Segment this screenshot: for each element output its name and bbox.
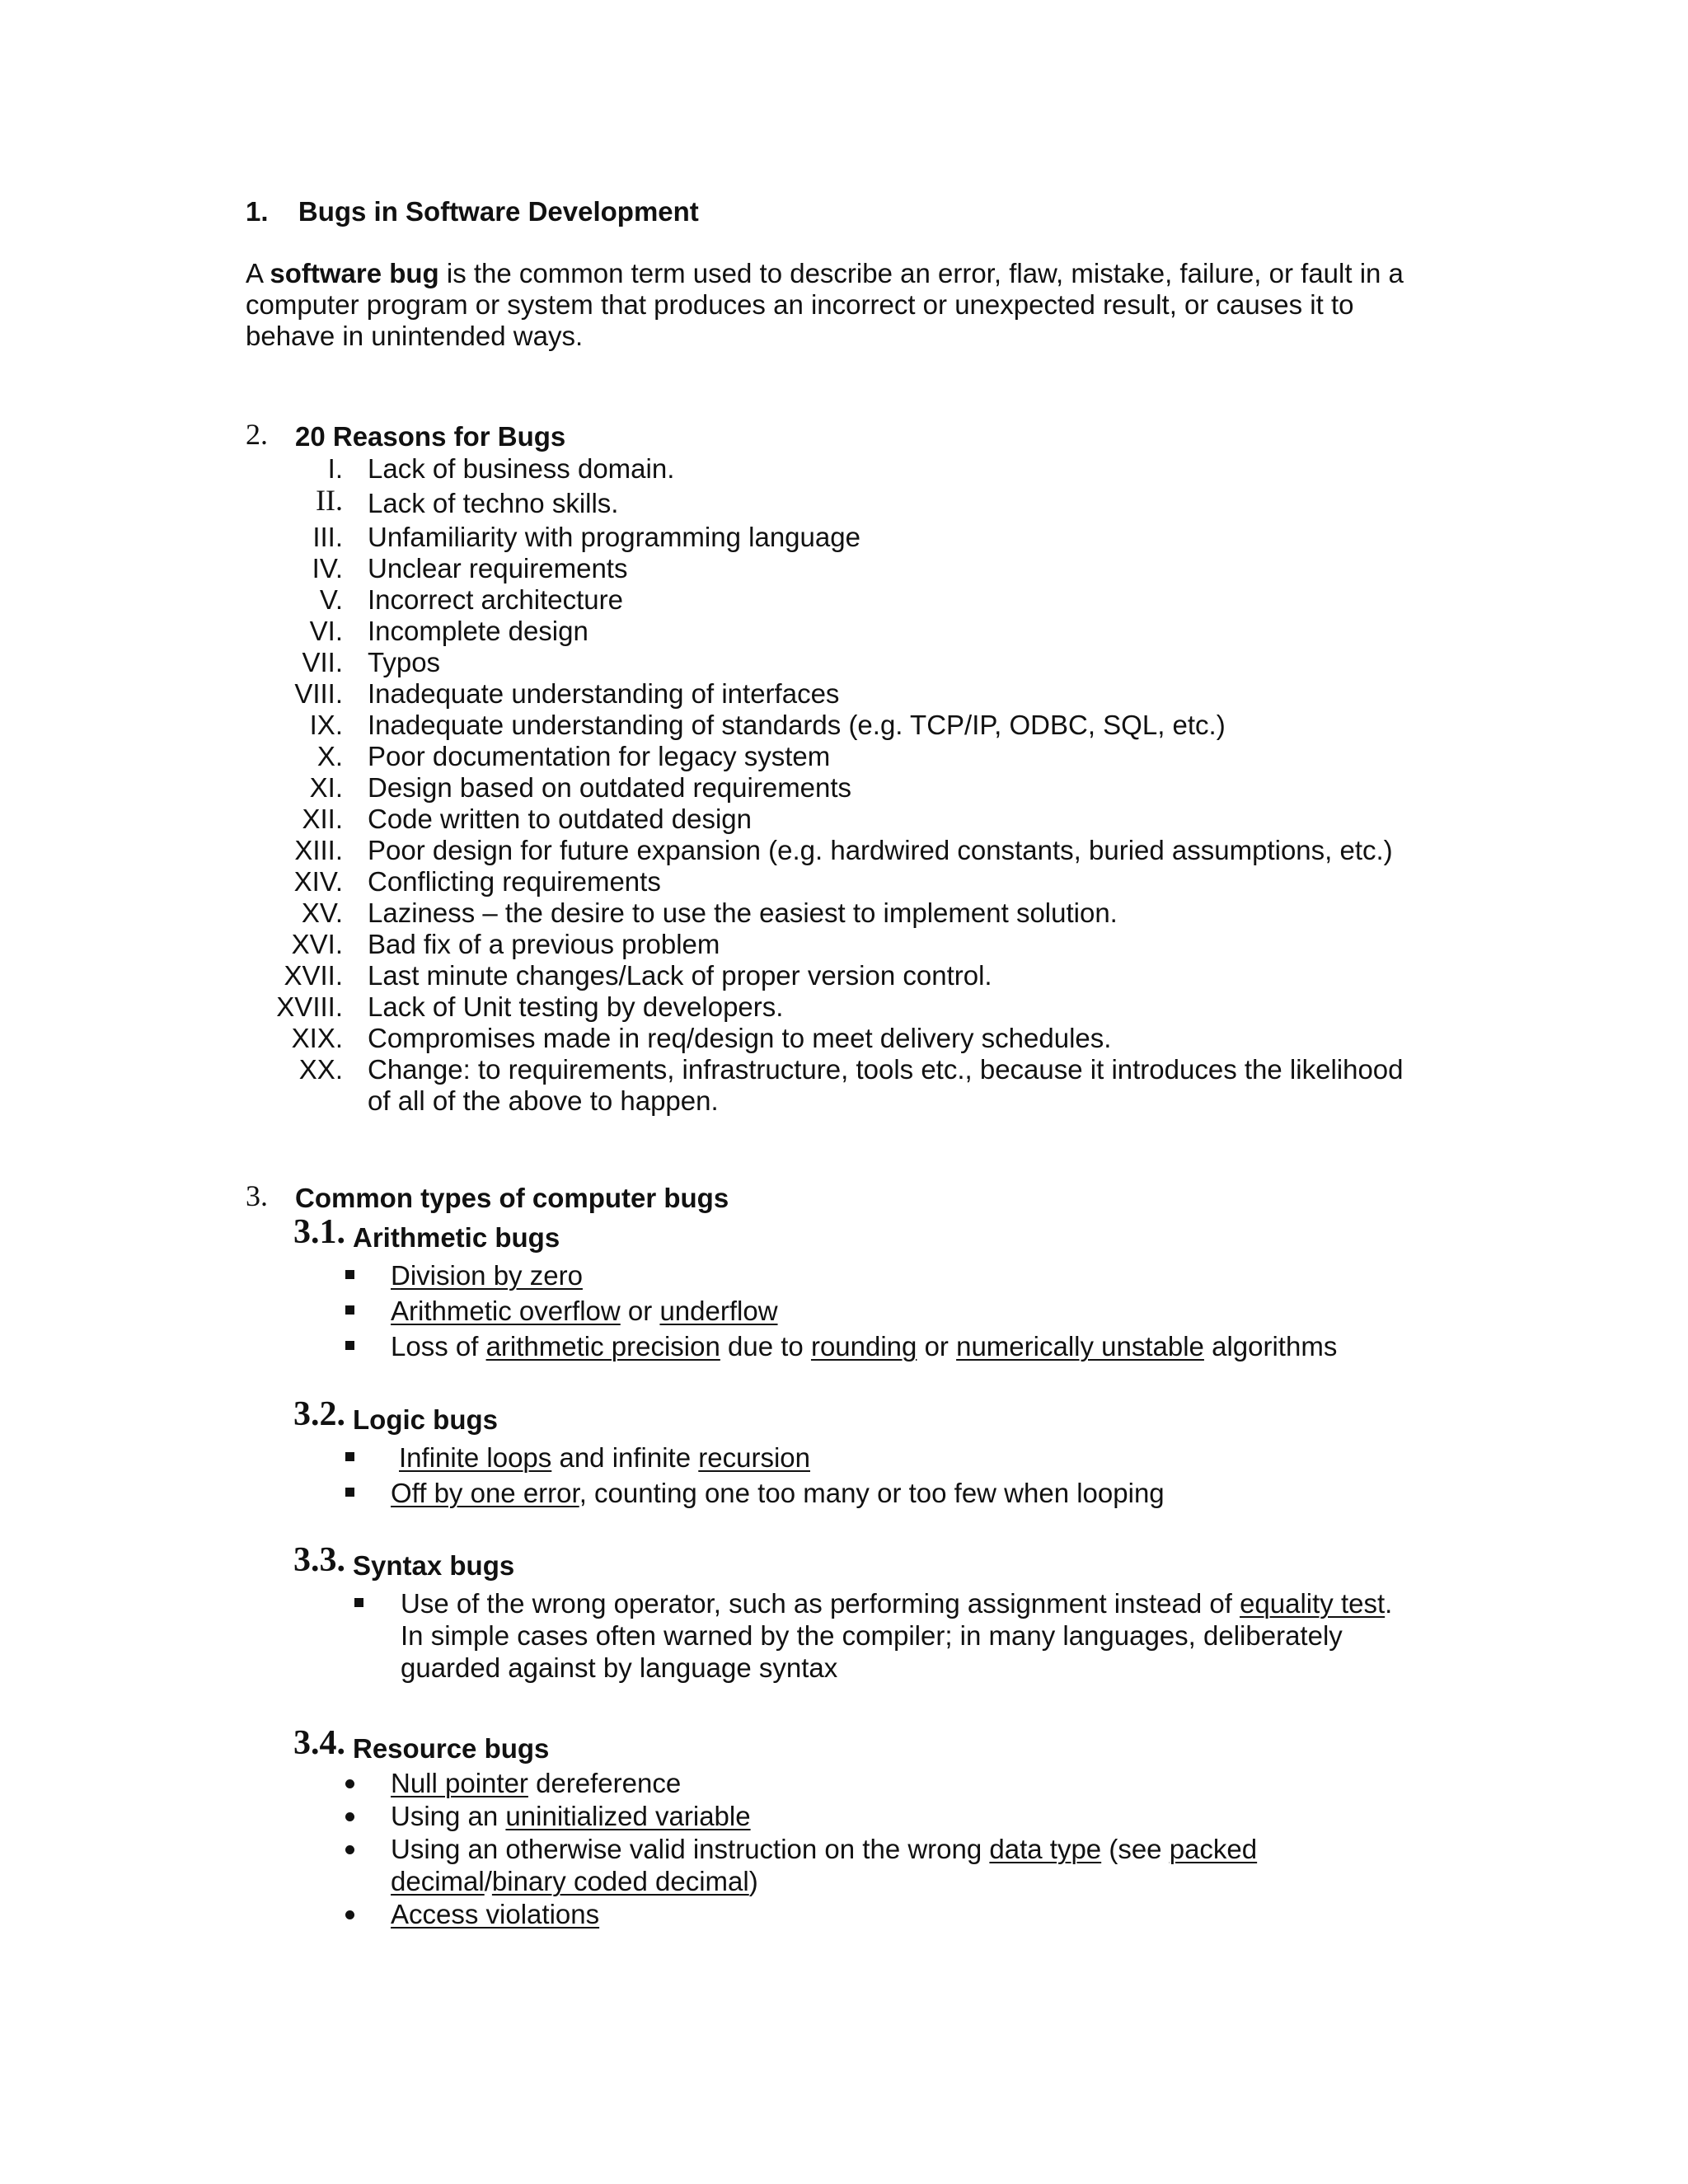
- link-uninitialized-variable[interactable]: uninitialized variable: [505, 1801, 751, 1831]
- round-bullet-icon: [345, 1779, 354, 1788]
- section-1-para-line-3: behave in unintended ways.: [246, 321, 584, 351]
- list-number: II.: [316, 484, 343, 517]
- square-bullet-icon: [345, 1341, 354, 1350]
- bullet-text: Using an otherwise valid instruction on the wrong data type (see packed: [391, 1834, 1258, 1864]
- subsection-3-3-title: Syntax bugs: [353, 1550, 515, 1581]
- link-access-violations[interactable]: Access violations: [391, 1899, 600, 1929]
- list-text: Lack of business domain.: [368, 453, 675, 484]
- bullet-text: Arithmetic overflow or underflow: [391, 1296, 778, 1326]
- section-1-number: 1.: [246, 196, 269, 227]
- list-number: X.: [316, 741, 343, 771]
- link-arithmetic-overflow[interactable]: Arithmetic overflow: [391, 1296, 621, 1326]
- bullet-text-continued: guarded against by language syntax: [401, 1652, 838, 1683]
- list-number: V.: [319, 584, 343, 615]
- list-number: VI.: [309, 616, 343, 646]
- list-text: Poor design for future expansion (e.g. hardwired constants, buried assumptions, etc.): [368, 835, 1393, 865]
- list-number: XVIII.: [276, 991, 343, 1022]
- link-arithmetic-precision[interactable]: arithmetic precision: [485, 1331, 720, 1361]
- bullet-text: Null pointer dereference: [391, 1768, 682, 1798]
- list-text: Last minute changes/Lack of proper version control.: [368, 960, 992, 991]
- list-text: Compromises made in req/design to meet delivery schedules.: [368, 1023, 1112, 1053]
- bullet-text-continued: decimal/binary coded decimal): [391, 1866, 758, 1896]
- subsection-3-4-title: Resource bugs: [353, 1733, 550, 1764]
- subsection-3-3-number: 3.3.: [293, 1541, 345, 1579]
- section-1-title: Bugs in Software Development: [298, 196, 699, 227]
- list-number: XII.: [302, 804, 343, 834]
- list-number: XIII.: [294, 835, 343, 865]
- list-text: Inadequate understanding of standards (e.g. TCP/IP, ODBC, SQL, etc.): [368, 710, 1226, 740]
- list-text: Poor documentation for legacy system: [368, 741, 831, 771]
- list-number: XIX.: [291, 1023, 343, 1053]
- square-bullet-icon: [354, 1598, 363, 1607]
- list-text: Laziness – the desire to use the easiest to implement solution.: [368, 898, 1118, 928]
- list-text: Unfamiliarity with programming language: [368, 522, 860, 552]
- list-number: VII.: [302, 647, 343, 677]
- list-text: Incomplete design: [368, 616, 588, 646]
- section-3-title: Common types of computer bugs: [295, 1183, 729, 1213]
- list-number: XIV.: [293, 866, 343, 897]
- list-number: IV.: [312, 553, 343, 583]
- subsection-3-2-title: Logic bugs: [353, 1404, 498, 1435]
- round-bullet-icon: [345, 1845, 354, 1854]
- list-number: XVI.: [291, 929, 343, 959]
- list-text: Lack of techno skills.: [368, 488, 619, 518]
- list-text: Change: to requirements, infrastructure, tools etc., because it introduces the likelihood: [368, 1054, 1404, 1085]
- list-text: Design based on outdated requirements: [368, 772, 852, 803]
- link-decimal[interactable]: decimal: [391, 1866, 485, 1896]
- link-numerically-unstable[interactable]: numerically unstable: [956, 1331, 1204, 1361]
- link-packed-decimal[interactable]: packed: [1169, 1834, 1258, 1864]
- list-text-continued: of all of the above to happen.: [368, 1085, 719, 1116]
- list-text: Unclear requirements: [368, 553, 628, 583]
- list-text: Typos: [368, 647, 441, 677]
- list-text: Lack of Unit testing by developers.: [368, 991, 784, 1022]
- subsection-3-1-number: 3.1.: [293, 1213, 345, 1251]
- section-2-number: 2.: [246, 418, 268, 451]
- round-bullet-icon: [345, 1910, 354, 1919]
- round-bullet-icon: [345, 1812, 354, 1821]
- list-number: I.: [327, 453, 343, 484]
- term-software-bug: software bug: [270, 258, 439, 288]
- section-2-title: 20 Reasons for Bugs: [295, 421, 566, 452]
- list-number: XX.: [298, 1054, 343, 1085]
- list-text: Conflicting requirements: [368, 866, 661, 897]
- square-bullet-icon: [345, 1305, 354, 1315]
- bullet-text: Loss of arithmetic precision due to rounding or numerically unstable algorithms: [391, 1331, 1338, 1361]
- list-text: Inadequate understanding of interfaces: [368, 678, 840, 709]
- bullet-text: Using an uninitialized variable: [391, 1801, 751, 1831]
- link-division-by-zero[interactable]: Division by zero: [391, 1260, 583, 1291]
- square-bullet-icon: [345, 1488, 354, 1497]
- section-3-number: 3.: [246, 1179, 268, 1212]
- subsection-3-1-title: Arithmetic bugs: [353, 1222, 560, 1253]
- list-number: XI.: [309, 772, 343, 803]
- square-bullet-icon: [345, 1270, 354, 1279]
- list-number: VIII.: [294, 678, 343, 709]
- bullet-text: Off by one error, counting one too many or too few when looping: [391, 1478, 1165, 1508]
- list-text: Code written to outdated design: [368, 804, 752, 834]
- section-1-heading: [246, 196, 699, 227]
- link-equality-test[interactable]: equality test: [1240, 1588, 1386, 1619]
- link-recursion[interactable]: recursion: [698, 1442, 810, 1473]
- link-null-pointer[interactable]: Null pointer: [391, 1768, 528, 1798]
- section-1-para-line-2: computer program or system that produces an incorrect or unexpected result, or causes it to: [246, 289, 1354, 320]
- link-infinite-loops[interactable]: Infinite loops: [399, 1442, 552, 1473]
- square-bullet-icon: [345, 1452, 354, 1461]
- link-off-by-one-error[interactable]: Off by one error: [391, 1478, 579, 1508]
- bullet-text: Infinite loops and infinite recursion: [399, 1442, 810, 1473]
- section-1-para-line-1: A software bug is the common term used to describe an error, flaw, mistake, failure, or fault in a: [246, 258, 1404, 288]
- bullet-text-continued: In simple cases often warned by the compiler; in many languages, deliberately: [401, 1620, 1343, 1651]
- link-data-type[interactable]: data type: [989, 1834, 1102, 1864]
- bullet-text: Use of the wrong operator, such as performing assignment instead of equality test.: [401, 1588, 1393, 1619]
- list-number: III.: [312, 522, 343, 552]
- subsection-3-2-number: 3.2.: [293, 1395, 345, 1433]
- list-number: IX.: [309, 710, 343, 740]
- list-text: Incorrect architecture: [368, 584, 623, 615]
- list-number: XV.: [301, 898, 343, 928]
- link-rounding[interactable]: rounding: [810, 1331, 917, 1361]
- list-number: XVII.: [284, 960, 343, 991]
- link-underflow[interactable]: underflow: [659, 1296, 778, 1326]
- list-text: Bad fix of a previous problem: [368, 929, 720, 959]
- link-binary-coded-decimal[interactable]: binary coded decimal: [491, 1866, 749, 1896]
- subsection-3-4-number: 3.4.: [293, 1724, 345, 1762]
